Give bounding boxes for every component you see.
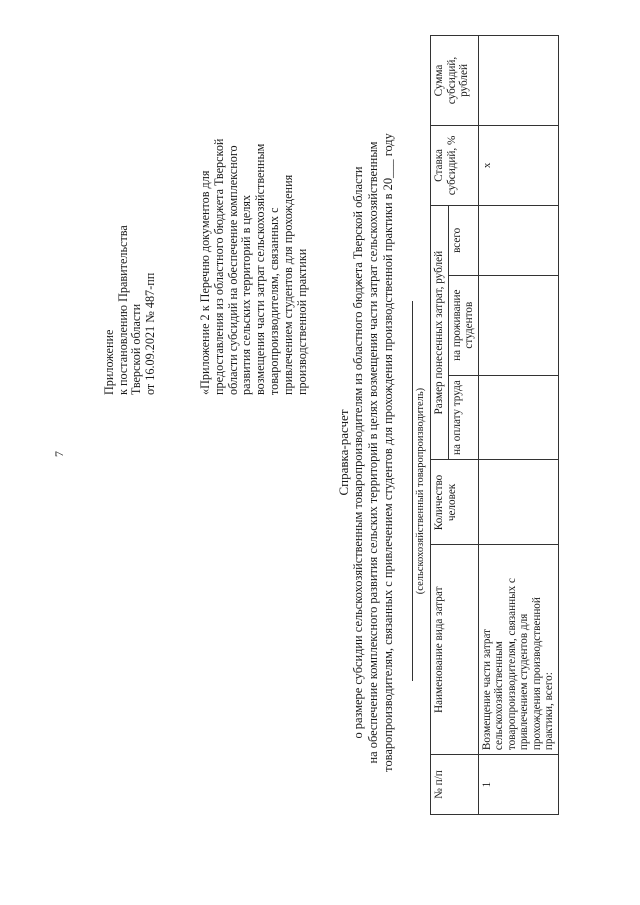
- header-housing: на проживание студентов: [448, 275, 478, 375]
- document-title: Справка-расчет: [336, 409, 351, 496]
- header-total: всего: [448, 205, 478, 275]
- document-subtitle-line: товаропроизводителям, связанных с привлечением студентов для прохождения производственной практики в 20___ году: [381, 133, 395, 772]
- quote-line: товаропроизводителям, связанных с: [266, 207, 281, 395]
- cell-total: [478, 205, 558, 275]
- appendix-header: [103, 10, 158, 395]
- cell-num: 1: [478, 755, 558, 815]
- header-costs-group: Размер понесенных затрат, рублей: [431, 205, 449, 460]
- producer-caption: (сельскохозяйственный товаропроизводитель): [415, 387, 426, 595]
- header-num: № п/п: [431, 755, 479, 815]
- producer-blank-line: [412, 301, 413, 681]
- quote-line: возмещения части затрат сельскохозяйственным: [253, 143, 268, 395]
- table-row: [478, 36, 558, 815]
- appendix-line: от 16.09.2021 № 487-пп: [143, 272, 158, 395]
- page-number: 7: [52, 451, 66, 457]
- cell-sum: [478, 36, 558, 126]
- header-count: Количество человек: [431, 460, 479, 545]
- cell-rate: x: [478, 125, 558, 205]
- quote-line: привлечением студентов для прохождения: [280, 174, 295, 395]
- quote-line: развития сельских территорий в целях: [239, 194, 254, 395]
- quote-line: предоставления из областного бюджета Тверской: [211, 138, 226, 395]
- header-sum: Сумма субсидий, рублей: [431, 36, 479, 126]
- appendix-line: к постановлению Правительства: [115, 225, 130, 395]
- document-subtitle-line: о размере субсидии сельскохозяйственным товаропроизводителям из областного бюджета Тверской области: [351, 166, 365, 739]
- appendix-quote: [199, 35, 309, 395]
- appendix-line: Тверской области: [129, 303, 144, 395]
- table-header-row: [431, 36, 449, 815]
- quote-line: производственной практики: [294, 248, 309, 395]
- header-name: Наименование вида затрат: [431, 545, 479, 755]
- document-subtitle-line: на обеспечение комплексного развития сельских территорий в целях возмещения части затрат сельскохозяйственным: [366, 141, 380, 764]
- cell-count: [478, 460, 558, 545]
- cell-housing: [478, 275, 558, 375]
- subsidy-table: [430, 35, 559, 815]
- header-labor: на оплату труда: [448, 375, 478, 460]
- quote-line: области субсидий на обеспечение комплексного: [225, 145, 240, 395]
- appendix-line: Приложение: [102, 329, 116, 395]
- cell-name: Возмещение части затрат сельскохозяйственным товаропроизводителям, связанных с привлечением студентов для прохождения производственной практики, всего:: [478, 545, 558, 755]
- header-rate: Ставка субсидий, %: [431, 125, 479, 205]
- cell-labor: [478, 375, 558, 460]
- quote-line: «Приложение 2 к Перечню документов для: [198, 170, 212, 395]
